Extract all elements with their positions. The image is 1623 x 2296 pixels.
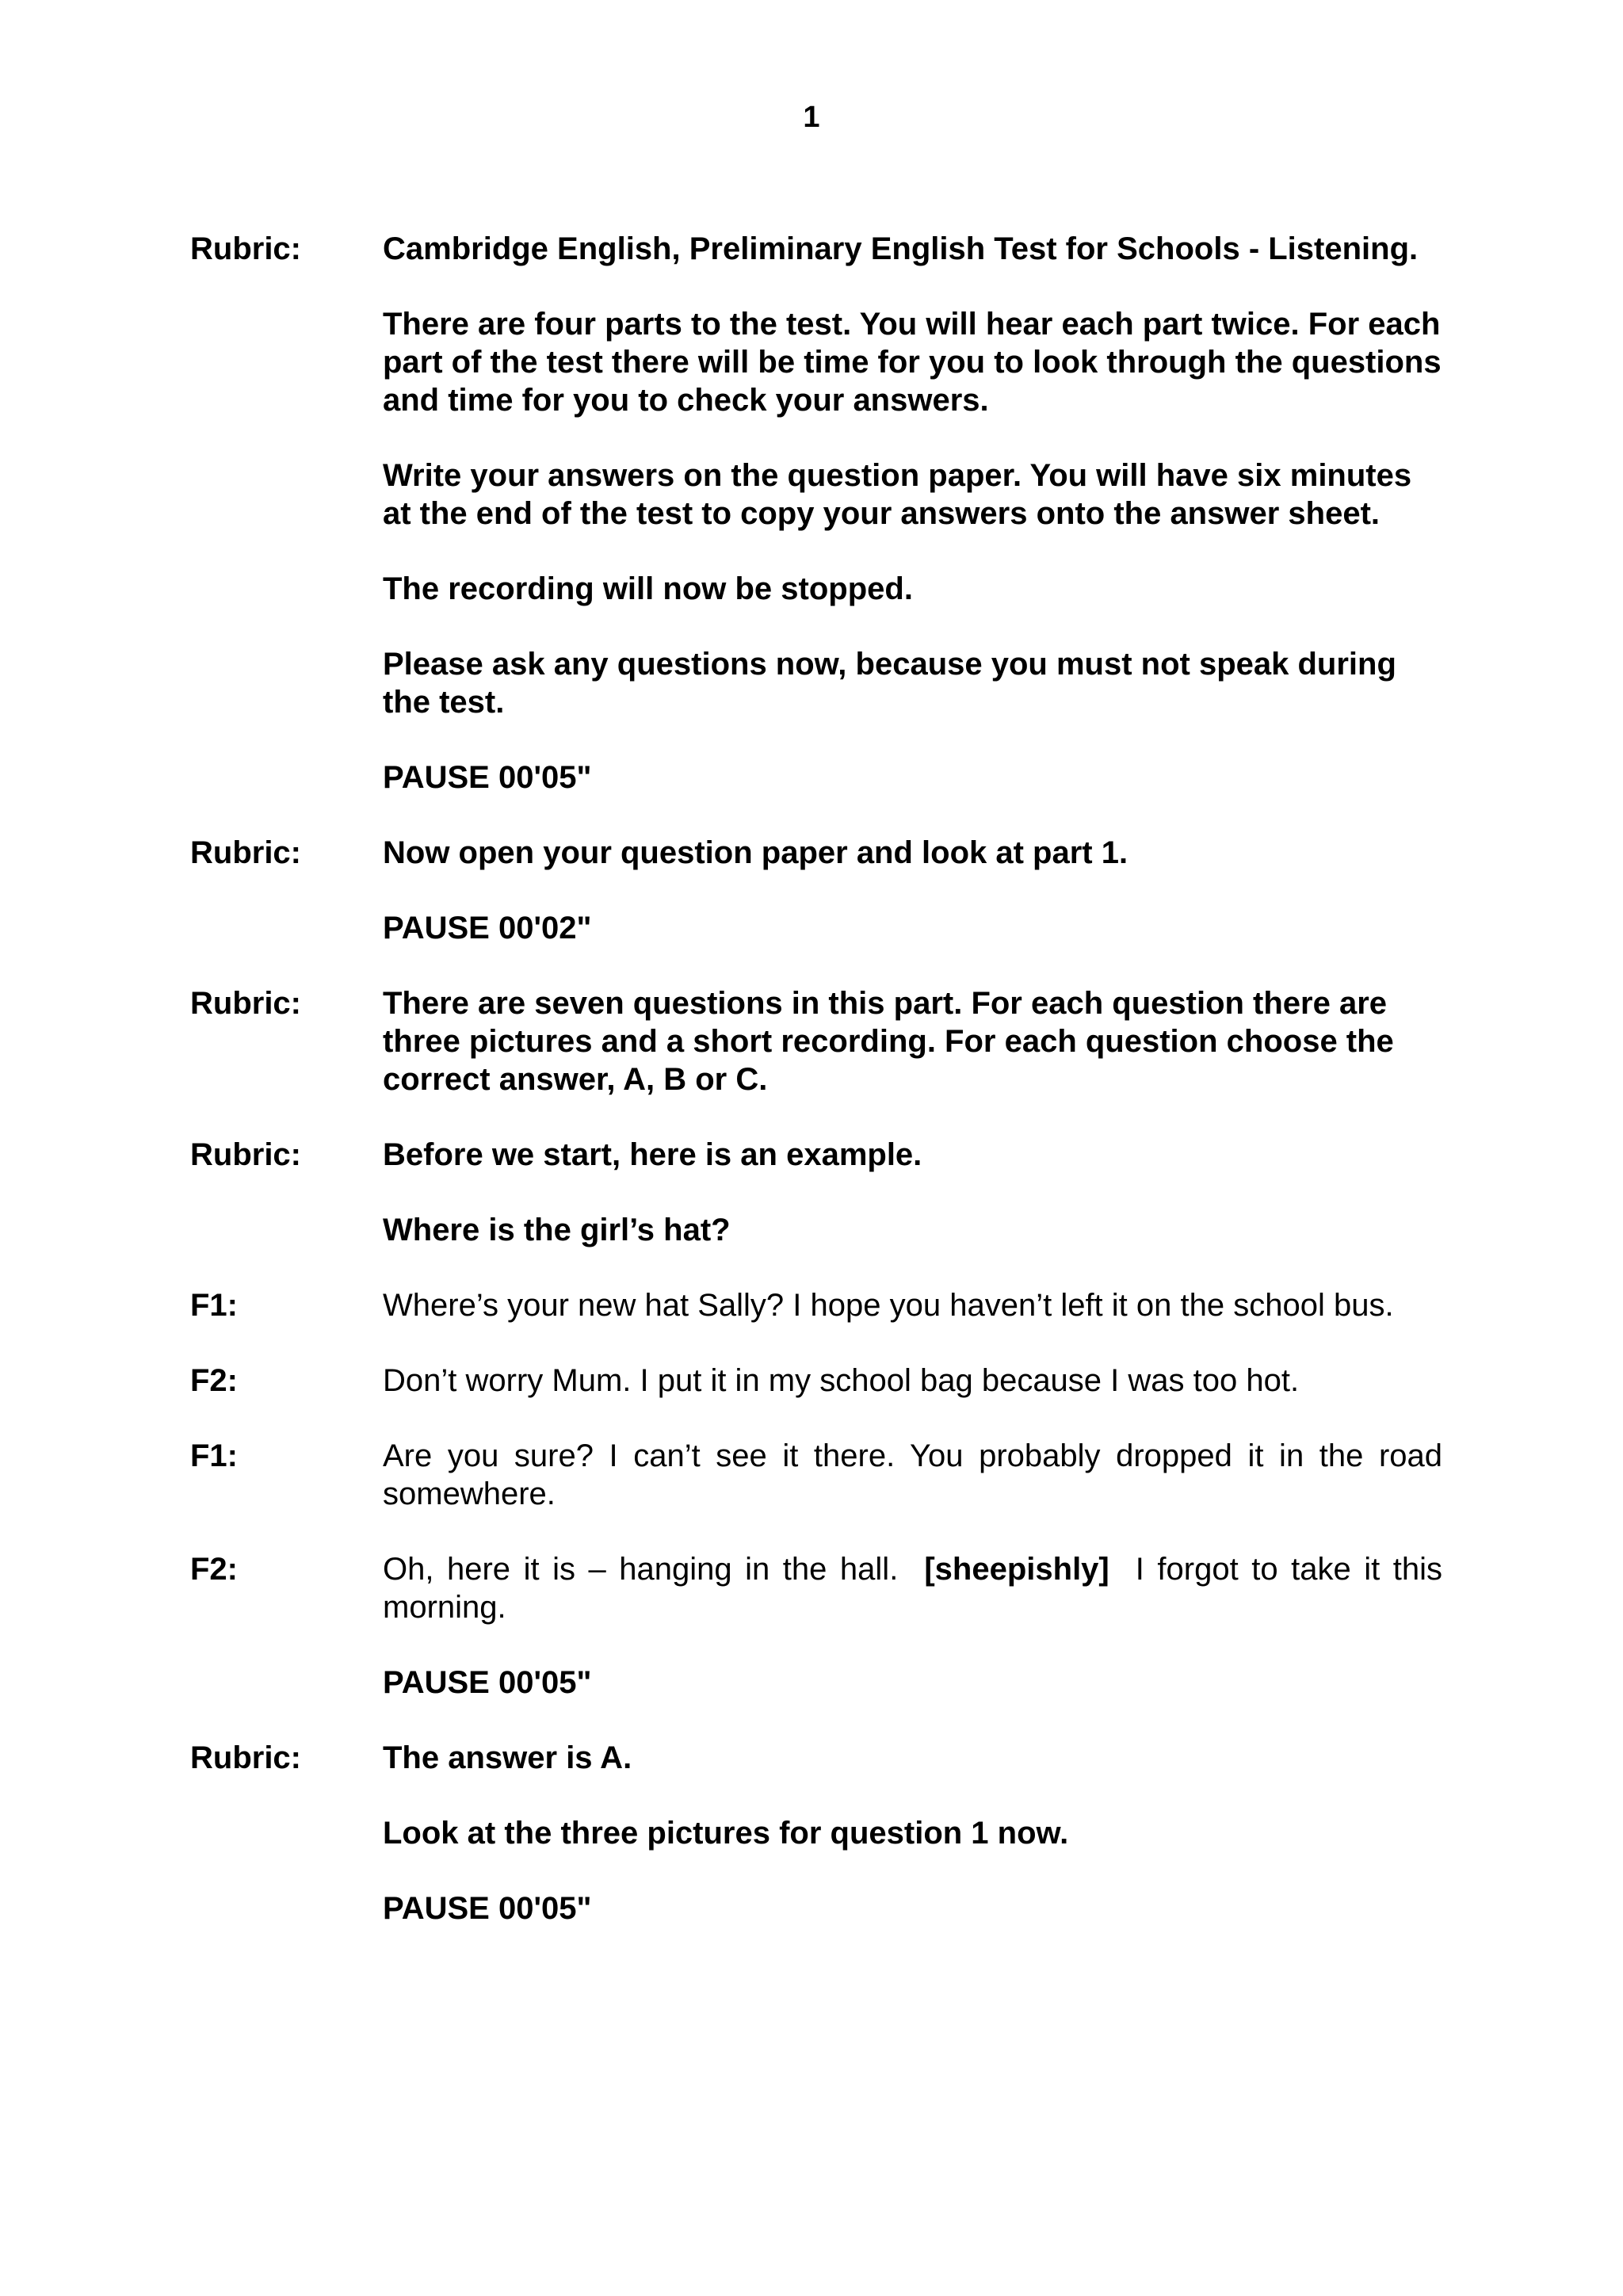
entry-content	[383, 1136, 1442, 1249]
pause-marker: PAUSE 00'05"	[383, 1891, 592, 1926]
entry-content	[383, 1362, 1442, 1400]
instruction-paragraph: Look at the three pictures for question 1 now.	[383, 1816, 1069, 1851]
speaker-label: F1:	[190, 1288, 238, 1323]
dialogue-line	[383, 1550, 1452, 1626]
speaker-label: Rubric:	[190, 1740, 301, 1775]
dialogue-text: Oh, here it is – hanging in the hall.	[383, 1552, 925, 1587]
stage-direction: [sheepishly]	[924, 1552, 1109, 1587]
page-number: 1	[803, 101, 820, 134]
pause-marker: PAUSE 00'05"	[383, 760, 592, 795]
speaker-label: F1:	[190, 1438, 238, 1473]
transcript-entry	[190, 1362, 1442, 1400]
transcript-entry	[190, 230, 1442, 797]
entry-content	[383, 1739, 1442, 1927]
transcript-entry	[190, 1286, 1442, 1324]
instruction-paragraph: Now open your question paper and look at part 1.	[383, 835, 1128, 870]
transcript-entry	[190, 834, 1442, 947]
instruction-paragraph: Please ask any questions now, because you must not speak during the test.	[383, 647, 1396, 720]
speaker-label: F2:	[190, 1363, 238, 1398]
dialogue-text: I forgot to take it this morning.	[383, 1552, 1452, 1625]
transcript-entry	[190, 1550, 1452, 1702]
speaker-label: Rubric:	[190, 835, 301, 870]
transcript-entry	[190, 984, 1442, 1098]
speaker-label: Rubric:	[190, 1137, 301, 1172]
test-title: Cambridge English, Preliminary English Test for Schools - Listening.	[383, 231, 1419, 266]
transcript	[190, 230, 1452, 1965]
dialogue-line: Where’s your new hat Sally? I hope you haven’t left it on the school bus.	[383, 1288, 1394, 1323]
pause-marker: PAUSE 00'05"	[383, 1665, 592, 1700]
instruction-paragraph: The recording will now be stopped.	[383, 571, 913, 606]
dialogue-line: Are you sure? I can’t see it there. You probably dropped it in the road somewhere.	[383, 1438, 1442, 1511]
entry-content	[383, 834, 1442, 947]
speaker-label: Rubric:	[190, 986, 301, 1021]
pause-marker: PAUSE 00'02"	[383, 911, 592, 946]
entry-content	[383, 1437, 1442, 1513]
speaker-label: Rubric:	[190, 231, 301, 266]
transcript-entry	[190, 1739, 1442, 1927]
instruction-paragraph: There are four parts to the test. You will hear each part twice. For each part of the test there will be time for you to look through the questions and time for you to check your answers.	[383, 307, 1442, 418]
entry-content	[383, 1550, 1452, 1702]
transcript-entry	[190, 1136, 1442, 1249]
example-question: Where is the girl’s hat?	[383, 1213, 731, 1247]
entry-content	[383, 230, 1442, 797]
speaker-label: F2:	[190, 1552, 238, 1587]
answer-statement: The answer is A.	[383, 1740, 632, 1775]
dialogue-line: Don’t worry Mum. I put it in my school bag because I was too hot.	[383, 1363, 1300, 1398]
transcript-entry	[190, 1437, 1442, 1513]
entry-content	[383, 1286, 1442, 1324]
instruction-paragraph: Before we start, here is an example.	[383, 1137, 922, 1172]
instruction-paragraph: There are seven questions in this part. For each question there are three pictures and a short recording. For each question choose the correct answer, A, B or C.	[383, 986, 1394, 1097]
instruction-paragraph: Write your answers on the question paper. You will have six minutes at the end of the test to copy your answers onto the answer sheet.	[383, 458, 1412, 531]
entry-content	[383, 984, 1442, 1098]
